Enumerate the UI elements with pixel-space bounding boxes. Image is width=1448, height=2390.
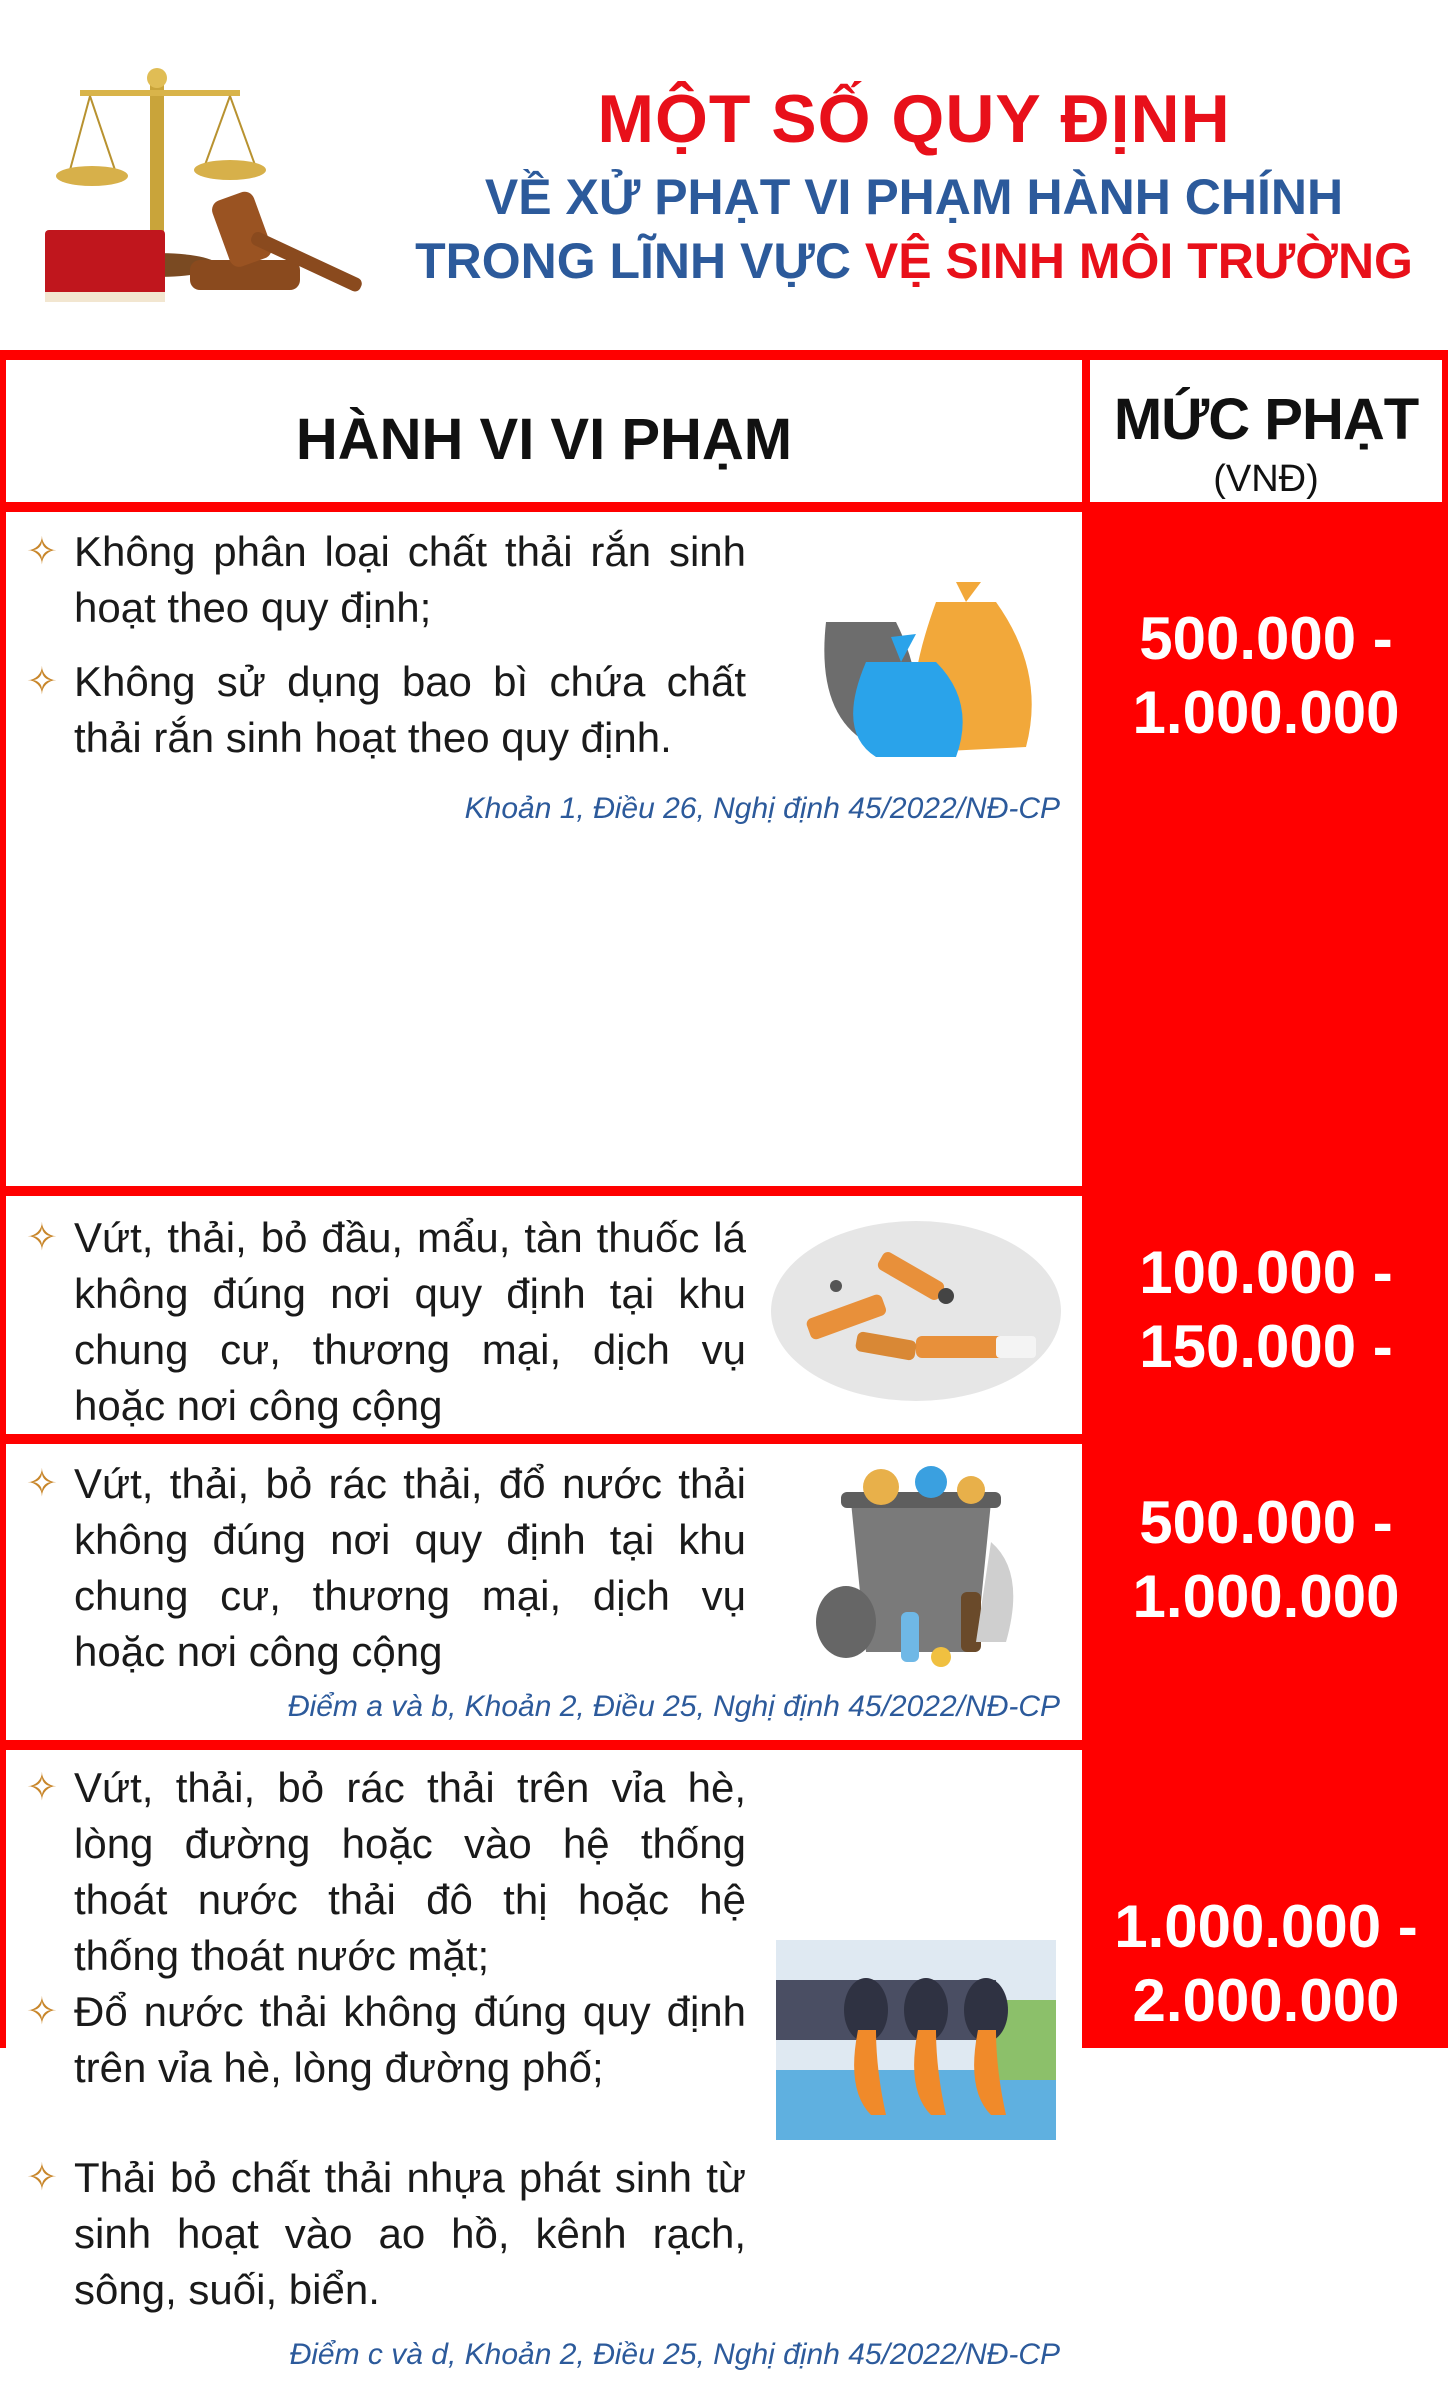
bullet-icon: ✧ (26, 1217, 58, 1259)
violation-text: Thải bỏ chất thải nhựa phát sinh từ sinh hoạt vào ao hồ, kênh rạch, sông, suối, biển. (74, 2154, 746, 2313)
fine-line: 1.000.000 (1132, 679, 1400, 746)
fine-line: 2.000.000 (1132, 1967, 1400, 2034)
title-line-2: VỀ XỬ PHẠT VI PHẠM HÀNH CHÍNH (484, 169, 1344, 225)
header (0, 0, 1448, 350)
list-item (26, 1760, 746, 1984)
violation-text: Không sử dụng bao bì chứa chất thải rắn sinh hoạt theo quy định. (74, 658, 746, 761)
table-row (6, 1196, 1082, 1434)
fine-line: 150.000 - (1139, 1313, 1393, 1380)
violation-text: Đổ nước thải không đúng quy định trên vỉa hè, lòng đường phố; (74, 1988, 746, 2091)
bullet-icon: ✧ (26, 1991, 58, 2033)
table-row (6, 1750, 1082, 2390)
violation-text: Không phân loại chất thải rắn sinh hoạt theo quy định; (74, 528, 746, 631)
legal-reference: Điểm c và d, Khoản 2, Điều 25, Nghị định 45/2022/NĐ-CP (289, 2338, 1060, 2371)
fine-line: 1.000.000 (1132, 1563, 1400, 1630)
fine-line: 100.000 - (1139, 1239, 1393, 1306)
trash-bin-icon (811, 1462, 1031, 1672)
title-line-3 (380, 232, 1448, 290)
fine-line: 500.000 - (1139, 605, 1393, 672)
cigarette-butts-icon (766, 1216, 1066, 1406)
legal-reference: Khoản 1, Điều 26, Nghị định 45/2022/NĐ-CP (464, 792, 1060, 825)
list-item (26, 654, 746, 766)
bullet-icon: ✧ (26, 1463, 58, 1505)
list-item (26, 1456, 746, 1680)
title-line-3-part-2: VỆ SINH MÔI TRƯỜNG (864, 233, 1413, 289)
violation-text: Vứt, thải, bỏ rác thải trên vỉa hè, lòng đường hoặc vào hệ thống thoát nước thải đô thị hoặc hệ thống thoát nước mặt; (74, 1764, 746, 1979)
fine-amount (1090, 1486, 1442, 1634)
sewage-pipes-icon (776, 1940, 1056, 2140)
garbage-bags-icon (806, 562, 1046, 762)
bullet-icon: ✧ (26, 531, 58, 573)
fine-amount (1090, 1236, 1442, 1384)
list-item (26, 1210, 746, 1434)
fine-amount (1090, 602, 1442, 750)
title-line-1: MỘT SỐ QUY ĐỊNH (597, 81, 1231, 157)
violation-text: Vứt, thải, bỏ đầu, mẩu, tàn thuốc lá không đúng nơi quy định tại khu chung cư, thương mại, dịch vụ hoặc nơi công cộng (74, 1214, 746, 1429)
fine-line: 1.000.000 - (1114, 1893, 1418, 1960)
violation-column-title: HÀNH VI VI PHẠM (295, 407, 793, 472)
fine-column-title: MỨC PHẠT (1113, 387, 1419, 452)
table-row (6, 1444, 1082, 1740)
fine-line: 500.000 - (1139, 1489, 1393, 1556)
violation-column-header (6, 360, 1082, 502)
table-row (6, 512, 1082, 1186)
bullet-icon: ✧ (26, 661, 58, 703)
fine-amount (1090, 1890, 1442, 2038)
fine-column-unit: (VNĐ) (1213, 458, 1319, 500)
fine-column-header (1090, 360, 1442, 502)
bullet-icon: ✧ (26, 2157, 58, 2199)
justice-scale-gavel-icon (40, 60, 390, 320)
bullet-icon: ✧ (26, 1767, 58, 1809)
violation-text: Vứt, thải, bỏ rác thải, đổ nước thải không đúng nơi quy định tại khu chung cư, thương mại, dịch vụ hoặc nơi công cộng (74, 1460, 746, 1675)
legal-reference: Điểm a và b, Khoản 2, Điều 25, Nghị định 45/2022/NĐ-CP (287, 1690, 1060, 1723)
list-item (26, 2150, 746, 2318)
title-line-3-part-1: TRONG LĨNH VỰC (415, 233, 851, 289)
fine-table (0, 350, 1448, 2371)
list-item (26, 524, 746, 636)
list-item (26, 1984, 746, 2096)
